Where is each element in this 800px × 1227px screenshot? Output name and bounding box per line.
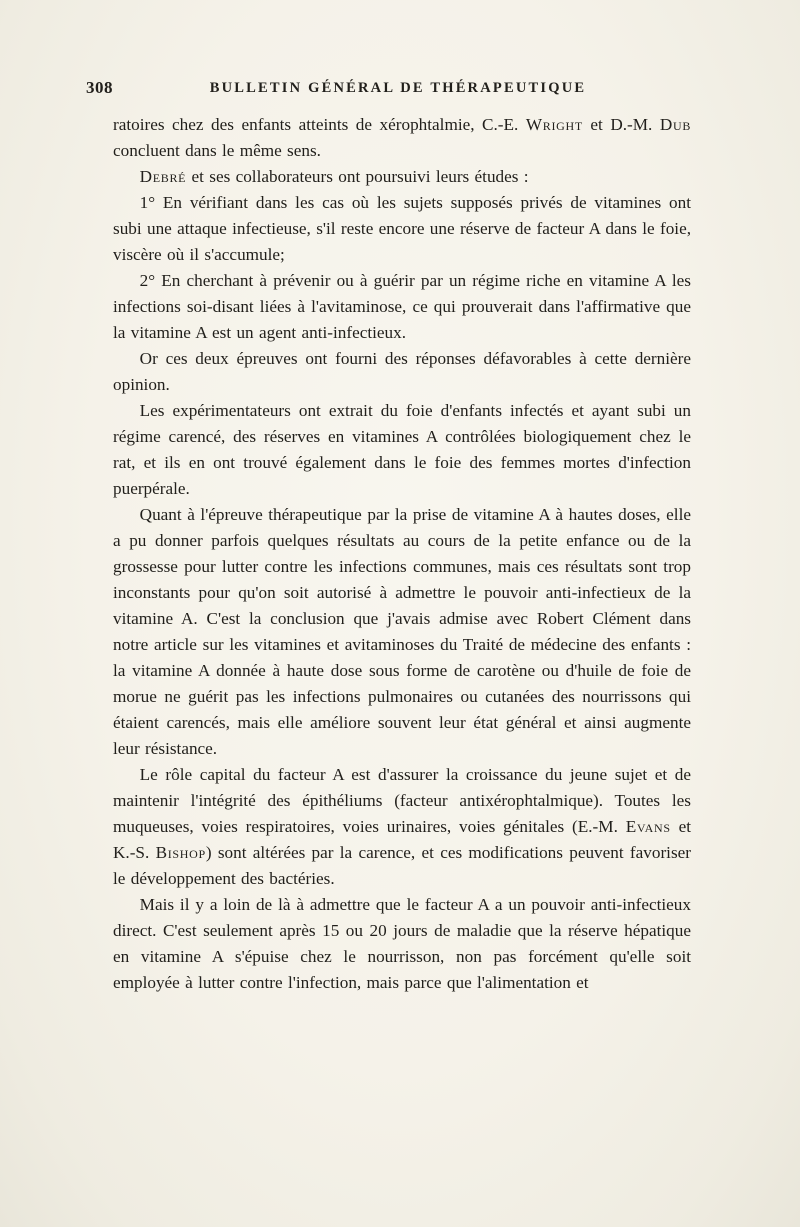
text-run: et ses collaborateurs ont poursuivi leurs études : — [186, 167, 529, 186]
running-header — [86, 78, 690, 100]
author-name: Wright — [525, 115, 583, 134]
paragraph — [113, 112, 691, 164]
text-run: ratoires chez des enfants atteints de xérophtalmie, C.-E. — [113, 115, 526, 134]
text-run: et D.-M. — [582, 115, 660, 134]
text-run: et K.-S. — [113, 817, 691, 862]
page-number: 308 — [86, 78, 113, 97]
author-name: Evans — [625, 817, 671, 836]
journal-title: BULLETIN GÉNÉRAL DE THÉRAPEUTIQUE — [209, 80, 587, 96]
paragraph — [113, 398, 691, 502]
text-run: Quant à l'épreuve thérapeutique par la prise de vitamine A à hautes doses, elle a pu donner parfois quelques résultats au cours de la petite enfance ou de la grossesse pour lutter contre les infections communes, mais ces résultats sont trop inconstants pour qu'on soit autorisé à admettre le pouvoir anti-infectieux de la vitamine A. C'est la conclusion que j'avais admise avec Robert Clément dans notre article sur les vitamines et avitaminoses du Traité de médecine des enfants : la vitamine A donnée à haute dose sous forme de carotène ou d'huile de foie de morue ne guérit pas les infections pulmonaires ou cutanées des nourrissons qui étaient carencés, mais elle améliore souvent leur état général et ainsi augmente leur résistance. — [113, 505, 691, 758]
text-run: 2° En cherchant à prévenir ou à guérir par un régime riche en vitamine A les infections soi-disant liées à l'avitaminose, ce qui prouverait dans l'affirmative que la vitamine A est un agent anti-infectieux. — [113, 271, 691, 342]
text-run: concluent dans le même sens. — [113, 141, 321, 160]
text-run: Les expérimentateurs ont extrait du foie d'enfants infectés et ayant subi un régime carencé, des réserves en vitamines A contrôlées biologiquement chez le rat, et ils en ont trouvé également dans le foie des femmes mortes d'infection puerpérale. — [113, 401, 691, 498]
paragraph — [113, 268, 691, 346]
paragraph — [113, 164, 691, 190]
paragraph — [113, 762, 691, 892]
text-run: 1° En vérifiant dans les cas où les sujets supposés privés de vitamines ont subi une attaque infectieuse, s'il reste encore une réserve de facteur A dans le foie, viscère où il s'accumule; — [113, 193, 691, 264]
text-run: Or ces deux épreuves ont fourni des réponses défavorables à cette dernière opinion. — [113, 349, 691, 394]
text-run: ) sont altérées par la carence, et ces modifications peuvent favoriser le développement des bactéries. — [113, 843, 691, 888]
paragraph — [113, 190, 691, 268]
paragraph — [113, 502, 691, 762]
paragraph — [113, 346, 691, 398]
author-name: Debré — [139, 167, 187, 186]
paragraph — [113, 892, 691, 996]
text-run: Le rôle capital du facteur A est d'assurer la croissance du jeune sujet et de maintenir l'intégrité des épithéliums (facteur antixérophtalmique). Toutes les muqueuses, voies respiratoires, voies urinaires, voies génitales (E.-M. — [113, 765, 691, 836]
author-name: Dub — [659, 115, 692, 134]
text-run: Mais il y a loin de là à admettre que le facteur A a un pouvoir anti-infectieux direct. C'est seulement après 15 ou 20 jours de maladie que la réserve hépatique en vitamine A s'épuise chez le nourrisson, non pas forcément qu'elle soit employée à lutter contre l'infection, mais parce que l'alimentation et — [113, 895, 691, 992]
author-name: Bishop — [155, 843, 206, 862]
page-body — [113, 112, 691, 996]
